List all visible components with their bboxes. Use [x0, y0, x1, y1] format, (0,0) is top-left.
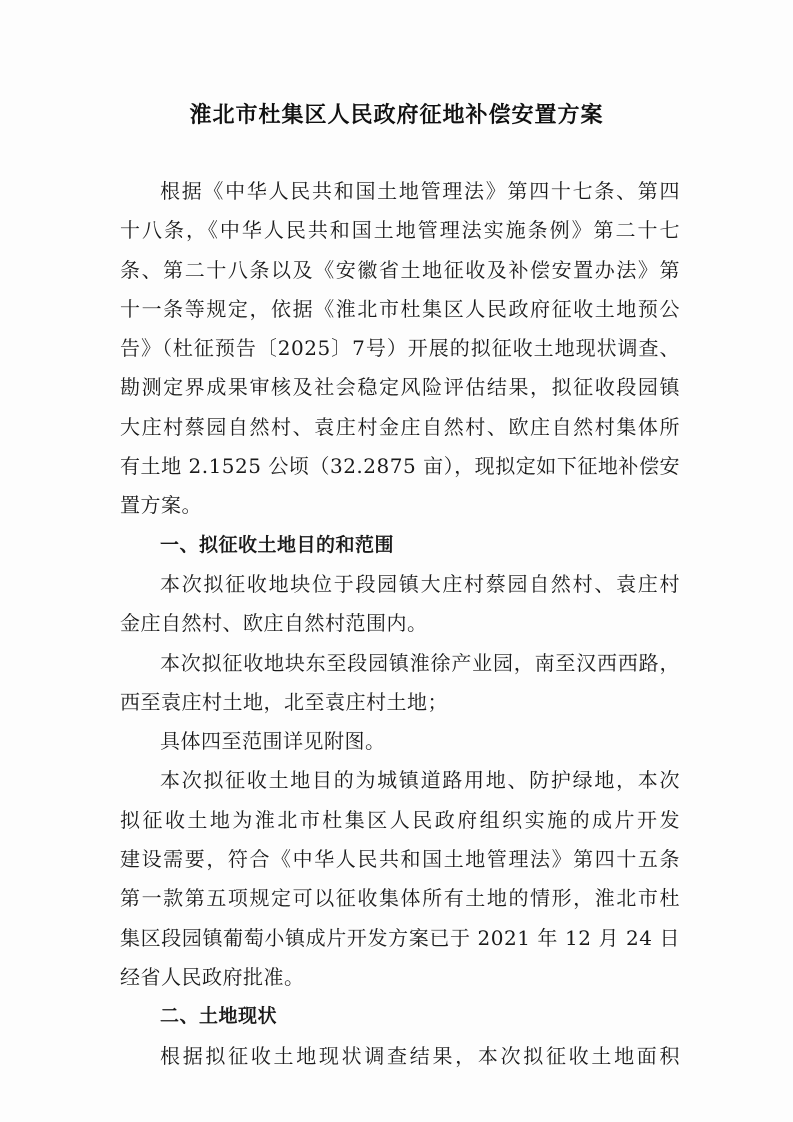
- document-body: [120, 172, 680, 1076]
- paragraph-line: 本次拟征收土地目的为城镇道路用地、防护绿地，本次: [160, 768, 680, 793]
- paragraph-line: 根据《中华人民共和国土地管理法》第四十七条、第四: [160, 179, 680, 203]
- paragraph-line: 大庄村蔡园自然村、袁庄村金庄自然村、欧庄自然村集体所: [120, 414, 680, 439]
- paragraph-line: 有土地 2.1525 公顷（32.2875 亩），现拟定如下征地补偿安: [120, 454, 680, 479]
- section-heading: 一、拟征收土地目的和范围: [160, 533, 395, 556]
- paragraph-line: 本次拟征收地块位于段园镇大庄村蔡园自然村、袁庄村: [160, 571, 680, 596]
- paragraph-line: 金庄自然村、欧庄自然村范围内。: [120, 611, 428, 636]
- section-heading: 二、土地现状: [160, 1005, 278, 1028]
- paragraph-line: 十一条等规定，依据《淮北市杜集区人民政府征收土地预公: [120, 296, 680, 321]
- paragraph-line: 根据拟征收土地现状调查结果，本次拟征收土地面积: [160, 1043, 680, 1068]
- paragraph-line: 集区段园镇葡萄小镇成片开发方案已于 2021 年 12 月 24 日: [120, 925, 680, 950]
- paragraph-line: 条、第二十八条以及《安徽省土地征收及补偿安置办法》第: [120, 257, 680, 282]
- paragraph-line: 告》（杜征预告〔2025〕7号）开展的拟征收土地现状调查、: [120, 336, 680, 361]
- document-title: 淮北市杜集区人民政府征地补偿安置方案: [189, 103, 604, 128]
- paragraph-line: 具体四至范围详见附图。: [160, 729, 386, 754]
- paragraph-line: 本次拟征收地块东至段园镇淮徐产业园，南至汉西西路，: [160, 650, 680, 675]
- paragraph-line: 建设需要，符合《中华人民共和国土地管理法》第四十五条: [120, 847, 680, 872]
- paragraph-line: 勘测定界成果审核及社会稳定风险评估结果，拟征收段园镇: [120, 375, 680, 400]
- paragraph-line: 拟征收土地为淮北市杜集区人民政府组织实施的成片开发: [120, 807, 680, 832]
- paragraph-line: 十八条，《中华人民共和国土地管理法实施条例》第二十七: [120, 218, 680, 243]
- paragraph-line: 第一款第五项规定可以征收集体所有土地的情形，淮北市杜: [120, 886, 680, 911]
- paragraph-line: 经省人民政府批准。: [120, 964, 305, 989]
- paragraph-line: 置方案。: [120, 493, 202, 518]
- paragraph-line: 西至袁庄村土地，北至袁庄村土地；: [120, 689, 448, 714]
